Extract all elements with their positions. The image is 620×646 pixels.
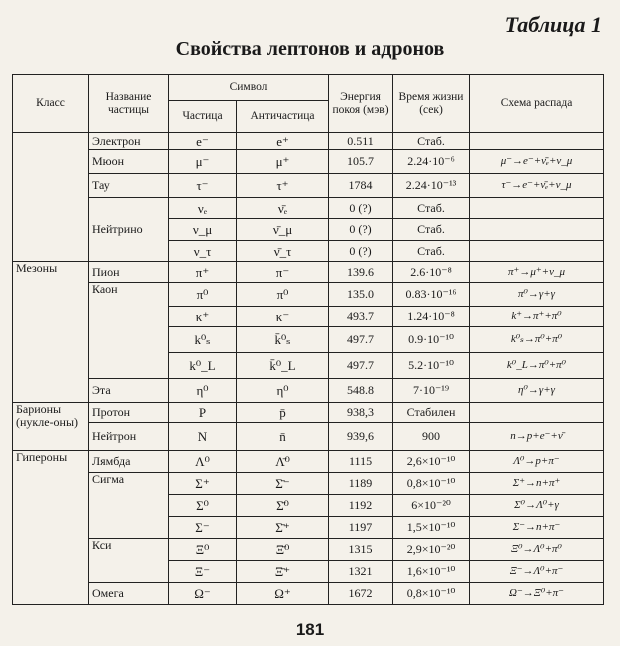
energy-cell: 1784 bbox=[329, 174, 393, 198]
col-symbol: Символ bbox=[169, 75, 329, 101]
energy-cell: 1197 bbox=[329, 517, 393, 539]
energy-cell: 0 (?) bbox=[329, 198, 393, 219]
decay-cell: Σ⁺→n+π⁺ bbox=[470, 473, 604, 495]
name-cell: Электрон bbox=[89, 133, 169, 150]
lifetime-cell: 7·10⁻¹⁹ bbox=[393, 379, 470, 403]
col-energy: Энергия покоя (мэв) bbox=[329, 75, 393, 133]
name-cell: Протон bbox=[89, 403, 169, 423]
decay-cell: η⁰→γ+γ bbox=[470, 379, 604, 403]
particles-table bbox=[12, 74, 604, 605]
antiparticle-cell: π⁰ bbox=[237, 283, 329, 307]
particle-cell: Ξ⁻ bbox=[169, 561, 237, 583]
page-title: Свойства лептонов и адронов bbox=[175, 38, 445, 60]
name-cell: Нейтрино bbox=[89, 198, 169, 262]
antiparticle-cell: Ω⁺ bbox=[237, 583, 329, 605]
decay-cell: μ⁻→e⁻+ν̄ₑ+ν_μ bbox=[470, 150, 604, 174]
lifetime-cell: 2,6×10⁻¹⁰ bbox=[393, 451, 470, 473]
lifetime-cell: 2.24·10⁻¹³ bbox=[393, 174, 470, 198]
lifetime-cell: 2,9×10⁻²⁰ bbox=[393, 539, 470, 561]
name-cell: Каон bbox=[89, 283, 169, 379]
lifetime-cell: 2.24·10⁻⁶ bbox=[393, 150, 470, 174]
name-cell: Сигма bbox=[89, 473, 169, 539]
lifetime-cell: Стаб. bbox=[393, 241, 470, 262]
particle-cell: k⁰_L bbox=[169, 353, 237, 379]
antiparticle-cell: τ⁺ bbox=[237, 174, 329, 198]
particle-cell: η⁰ bbox=[169, 379, 237, 403]
antiparticle-cell: Σ̄⁰ bbox=[237, 495, 329, 517]
lifetime-cell: 0,8×10⁻¹⁰ bbox=[393, 473, 470, 495]
particle-cell: Ω⁻ bbox=[169, 583, 237, 605]
antiparticle-cell: κ⁻ bbox=[237, 307, 329, 327]
decay-cell: k⁰_L→π⁰+π⁰ bbox=[470, 353, 604, 379]
antiparticle-cell: Σ̄⁺ bbox=[237, 517, 329, 539]
decay-cell bbox=[470, 219, 604, 241]
page-number: 181 bbox=[295, 620, 325, 639]
name-cell: Лямбда bbox=[89, 451, 169, 473]
decay-cell: Σ⁻→n+π⁻ bbox=[470, 517, 604, 539]
decay-cell: n→p+e⁻+ν̄ bbox=[470, 423, 604, 451]
particle-cell: κ⁺ bbox=[169, 307, 237, 327]
particle-cell: N bbox=[169, 423, 237, 451]
decay-cell: π⁺→μ⁺+ν_μ bbox=[470, 262, 604, 283]
lifetime-cell: 1,6×10⁻¹⁰ bbox=[393, 561, 470, 583]
decay-cell bbox=[470, 198, 604, 219]
particle-cell: μ⁻ bbox=[169, 150, 237, 174]
antiparticle-cell: k̄⁰_L bbox=[237, 353, 329, 379]
energy-cell: 1672 bbox=[329, 583, 393, 605]
decay-cell: k⁺→π⁺+π⁰ bbox=[470, 307, 604, 327]
energy-cell: 139.6 bbox=[329, 262, 393, 283]
decay-cell bbox=[470, 133, 604, 150]
name-cell: Кси bbox=[89, 539, 169, 583]
energy-cell: 939,6 bbox=[329, 423, 393, 451]
decay-cell: Λ⁰→p+π⁻ bbox=[470, 451, 604, 473]
decay-cell: Ξ⁰→Λ⁰+π⁰ bbox=[470, 539, 604, 561]
col-antiparticle: Античастица bbox=[237, 101, 329, 133]
lifetime-cell: Стаб. bbox=[393, 219, 470, 241]
decay-cell: k⁰ₛ→π⁰+π⁰ bbox=[470, 327, 604, 353]
energy-cell: 497.7 bbox=[329, 327, 393, 353]
particle-cell: P bbox=[169, 403, 237, 423]
decay-cell: Ξ⁻→Λ⁰+π⁻ bbox=[470, 561, 604, 583]
col-particle: Частица bbox=[169, 101, 237, 133]
antiparticle-cell: η⁰ bbox=[237, 379, 329, 403]
col-name: Название частицы bbox=[89, 75, 169, 133]
lifetime-cell: 0.83·10⁻¹⁶ bbox=[393, 283, 470, 307]
decay-cell bbox=[470, 241, 604, 262]
energy-cell: 105.7 bbox=[329, 150, 393, 174]
energy-cell: 1192 bbox=[329, 495, 393, 517]
antiparticle-cell: p̄ bbox=[237, 403, 329, 423]
antiparticle-cell: Ξ̄⁰ bbox=[237, 539, 329, 561]
antiparticle-cell: π⁻ bbox=[237, 262, 329, 283]
name-cell: Омега bbox=[89, 583, 169, 605]
energy-cell: 135.0 bbox=[329, 283, 393, 307]
lifetime-cell: 6×10⁻²⁰ bbox=[393, 495, 470, 517]
antiparticle-cell: μ⁺ bbox=[237, 150, 329, 174]
particle-cell: νₑ bbox=[169, 198, 237, 219]
name-cell: Мюон bbox=[89, 150, 169, 174]
energy-cell: 1115 bbox=[329, 451, 393, 473]
lifetime-cell: 5.2·10⁻¹⁰ bbox=[393, 353, 470, 379]
decay-cell: π⁰→γ+γ bbox=[470, 283, 604, 307]
table-label: Таблица 1 bbox=[504, 12, 602, 37]
particle-cell: Σ⁻ bbox=[169, 517, 237, 539]
antiparticle-cell: ν̄_τ bbox=[237, 241, 329, 262]
class-cell-hyperons: Гипероны bbox=[13, 451, 89, 605]
energy-cell: 1315 bbox=[329, 539, 393, 561]
name-cell: Эта bbox=[89, 379, 169, 403]
energy-cell: 1189 bbox=[329, 473, 393, 495]
particle-cell: e⁻ bbox=[169, 133, 237, 150]
particle-cell: Ξ⁰ bbox=[169, 539, 237, 561]
particle-cell: k⁰ₛ bbox=[169, 327, 237, 353]
name-cell: Нейтрон bbox=[89, 423, 169, 451]
energy-cell: 0 (?) bbox=[329, 219, 393, 241]
decay-cell: τ⁻→e⁻+ν̄ₑ+ν_μ bbox=[470, 174, 604, 198]
lifetime-cell: Стаб. bbox=[393, 198, 470, 219]
particle-cell: ν_τ bbox=[169, 241, 237, 262]
decay-cell: Ω⁻→Ξ⁰+π⁻ bbox=[470, 583, 604, 605]
name-cell: Пион bbox=[89, 262, 169, 283]
lifetime-cell: 1,5×10⁻¹⁰ bbox=[393, 517, 470, 539]
class-cell-mesons: Мезоны bbox=[13, 262, 89, 403]
lifetime-cell: 0.9·10⁻¹⁰ bbox=[393, 327, 470, 353]
energy-cell: 0 (?) bbox=[329, 241, 393, 262]
col-lifetime: Время жизни (сек) bbox=[393, 75, 470, 133]
class-cell-baryons: Барионы (нукле-оны) bbox=[13, 403, 89, 451]
lifetime-cell: Стабилен bbox=[393, 403, 470, 423]
decay-cell bbox=[470, 403, 604, 423]
antiparticle-cell: Λ̄⁰ bbox=[237, 451, 329, 473]
energy-cell: 1321 bbox=[329, 561, 393, 583]
antiparticle-cell: e⁺ bbox=[237, 133, 329, 150]
name-cell: Тау bbox=[89, 174, 169, 198]
particle-cell: π⁰ bbox=[169, 283, 237, 307]
particle-cell: Σ⁰ bbox=[169, 495, 237, 517]
antiparticle-cell: k̄⁰ₛ bbox=[237, 327, 329, 353]
lifetime-cell: 2.6·10⁻⁸ bbox=[393, 262, 470, 283]
energy-cell: 548.8 bbox=[329, 379, 393, 403]
energy-cell: 0.511 bbox=[329, 133, 393, 150]
antiparticle-cell: ν̄_μ bbox=[237, 219, 329, 241]
antiparticle-cell: ν̄ₑ bbox=[237, 198, 329, 219]
lifetime-cell: 0,8×10⁻¹⁰ bbox=[393, 583, 470, 605]
particle-cell: τ⁻ bbox=[169, 174, 237, 198]
energy-cell: 938,3 bbox=[329, 403, 393, 423]
particle-cell: Λ⁰ bbox=[169, 451, 237, 473]
class-cell-leptons bbox=[13, 133, 89, 262]
col-decay: Схема распада bbox=[470, 75, 604, 133]
lifetime-cell: 1.24·10⁻⁸ bbox=[393, 307, 470, 327]
particle-cell: Σ⁺ bbox=[169, 473, 237, 495]
energy-cell: 497.7 bbox=[329, 353, 393, 379]
particle-cell: ν_μ bbox=[169, 219, 237, 241]
antiparticle-cell: n̄ bbox=[237, 423, 329, 451]
decay-cell: Σ⁰→Λ⁰+γ bbox=[470, 495, 604, 517]
lifetime-cell: Стаб. bbox=[393, 133, 470, 150]
antiparticle-cell: Σ̄⁻ bbox=[237, 473, 329, 495]
antiparticle-cell: Ξ̄⁺ bbox=[237, 561, 329, 583]
particle-cell: π⁺ bbox=[169, 262, 237, 283]
energy-cell: 493.7 bbox=[329, 307, 393, 327]
lifetime-cell: 900 bbox=[393, 423, 470, 451]
col-class: Класс bbox=[13, 75, 89, 133]
